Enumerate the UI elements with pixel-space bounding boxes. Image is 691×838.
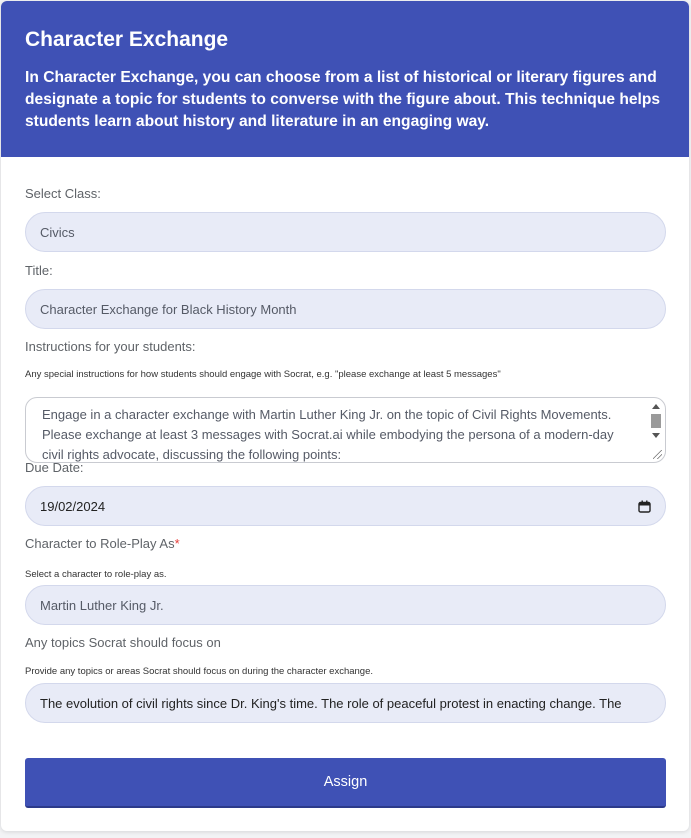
- scroll-down-arrow-icon[interactable]: [652, 433, 660, 438]
- character-label-text: Character to Role-Play As: [25, 536, 175, 551]
- scroll-up-arrow-icon[interactable]: [652, 404, 660, 409]
- instructions-label: Instructions for your students:: [25, 339, 196, 354]
- resize-grip-icon[interactable]: [653, 450, 662, 459]
- character-label: [25, 536, 180, 551]
- topics-label: Any topics Socrat should focus on: [25, 635, 221, 650]
- class-select[interactable]: Civics: [25, 212, 666, 252]
- class-label: Select Class:: [25, 186, 101, 201]
- due-date-input[interactable]: [25, 486, 666, 526]
- calendar-icon[interactable]: [638, 500, 651, 513]
- instructions-text: Engage in a character exchange with Martin Luther King Jr. on the topic of Civil Rights Movements. Please exchange at least 3 messages with Socrat.ai while embodying the persona of a modern-day civil rights advocate, discussing the following points:: [42, 407, 614, 462]
- character-hint: Select a character to role-play as.: [25, 569, 167, 580]
- due-date-label: Due Date:: [25, 460, 84, 475]
- assign-button[interactable]: Assign: [25, 758, 666, 808]
- character-exchange-card: [1, 1, 689, 831]
- topics-hint: Provide any topics or areas Socrat should focus on during the character exchange.: [25, 666, 374, 677]
- title-label: Title:: [25, 263, 53, 278]
- character-select[interactable]: Martin Luther King Jr.: [25, 585, 666, 625]
- topics-input[interactable]: The evolution of civil rights since Dr. King's time. The role of peaceful protest in enacting change. The: [25, 683, 666, 723]
- page-title: Character Exchange: [25, 28, 229, 51]
- instructions-textarea[interactable]: [25, 397, 666, 463]
- required-asterisk: *: [174, 536, 180, 551]
- page-description: In Character Exchange, you can choose from a list of historical or literary figures and designate a topic for students to converse with the figure about. This technique helps students learn about history and literature in an engaging way.: [25, 69, 661, 130]
- instructions-hint: Any special instructions for how students should engage with Socrat, e.g. "please exchange at least 5 messages": [25, 369, 501, 380]
- scroll-thumb[interactable]: [651, 414, 661, 428]
- header-banner: [1, 1, 689, 157]
- due-date-value: 19/02/2024: [40, 498, 106, 514]
- title-input[interactable]: Character Exchange for Black History Month: [25, 289, 666, 329]
